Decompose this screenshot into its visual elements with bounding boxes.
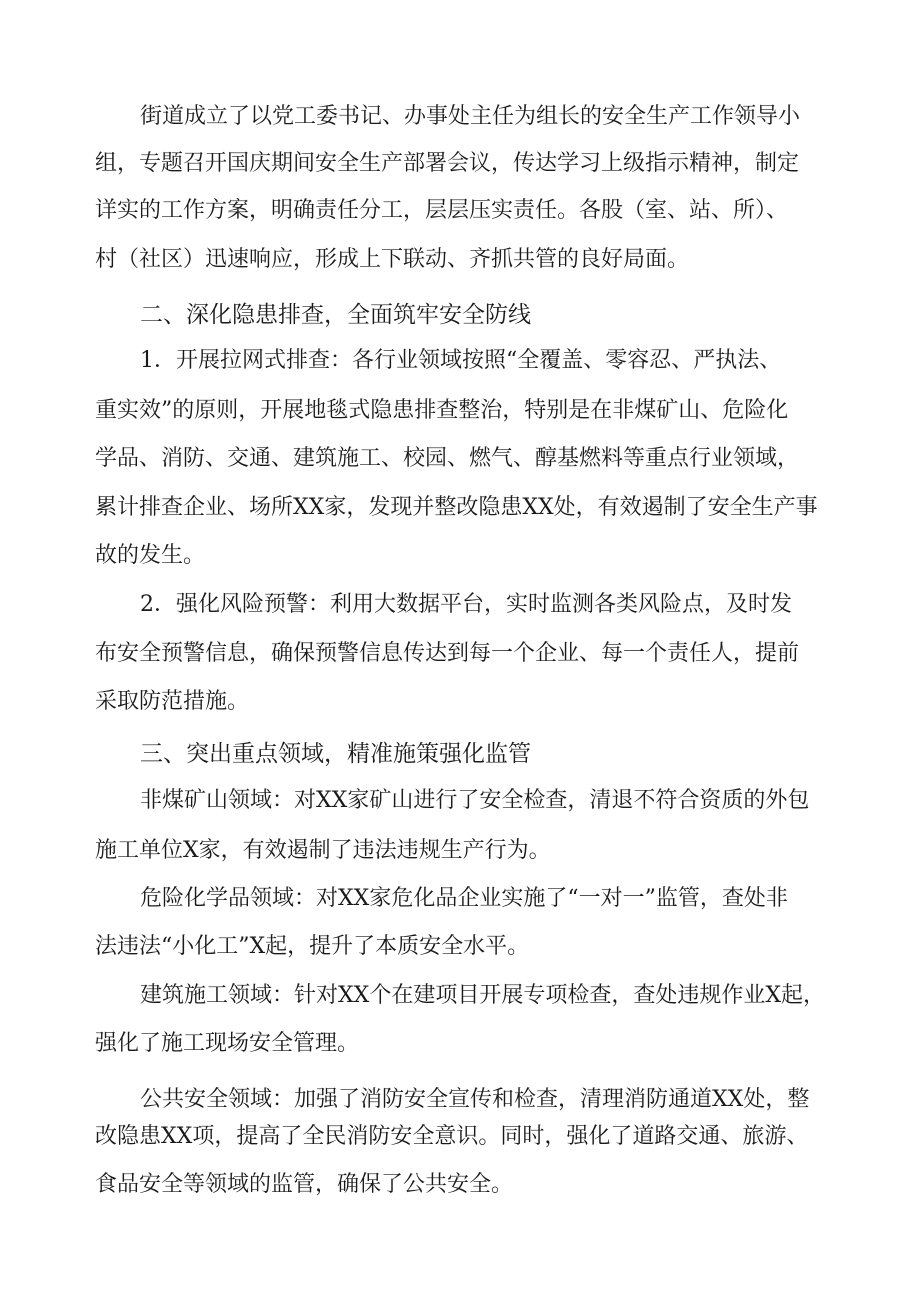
paragraph-line: 公共安全领域：加强了消防安全宣传和检查，清理消防通道XX处，整 xyxy=(140,1087,810,1112)
paragraph-line: 街道成立了以党工委书记、办事处主任为组长的安全生产工作领导小 xyxy=(140,104,801,129)
paragraph-line: 施工单位X家，有效遏制了违法违规生产行为。 xyxy=(95,838,551,863)
paragraph-line: 学品、消防、交通、建筑施工、校园、燃气、醇基燃料等重点行业领域， xyxy=(95,446,800,471)
paragraph-line: 食品安全等领域的监管，确保了公共安全。 xyxy=(95,1172,514,1197)
section-heading: 三、突出重点领域，精准施策强化监管 xyxy=(140,741,531,767)
paragraph-line: 详实的工作方案，明确责任分工，层层压实责任。各股（室、站、所）、 xyxy=(95,198,789,223)
paragraph-line: 故的发生。 xyxy=(95,543,206,568)
paragraph-line: 危险化学品领域：对XX家危化品企业实施了“一对一”监管，查处非 xyxy=(140,886,788,911)
paragraph-line: 累计排查企业、场所XX家，发现并整改隐患XX处，有效遏制了安全生产事 xyxy=(95,495,818,520)
paragraph-line: 非煤矿山领域：对XX家矿山进行了安全检查，清退不符合资质的外包 xyxy=(140,788,810,813)
paragraph-line: 建筑施工领域：针对XX个在建项目开展专项检查，查处违规作业X起， xyxy=(140,983,825,1008)
section-heading: 二、深化隐患排查，全面筑牢安全防线 xyxy=(140,302,531,328)
paragraph-line: 村（社区）迅速响应，形成上下联动、齐抓共管的良好局面。 xyxy=(95,247,690,272)
paragraph-line: 布安全预警信息，确保预警信息传达到每一个企业、每一个责任人，提前 xyxy=(95,641,800,666)
paragraph-line: 强化了施工现场安全管理。 xyxy=(95,1031,360,1056)
paragraph-line: 法违法“小化工”X起，提升了本质安全水平。 xyxy=(95,934,530,959)
paragraph-line: 改隐患XX项，提高了全民消防安全意识。同时，强化了道路交通、旅游、 xyxy=(95,1124,809,1149)
paragraph-line: 组，专题召开国庆期间安全生产部署会议，传达学习上级指示精神，制定 xyxy=(95,151,800,176)
paragraph-line: 采取防范措施。 xyxy=(95,689,250,714)
paragraph-line: 1．开展拉网式排查：各行业领域按照“全覆盖、零容忍、严执法、 xyxy=(140,348,782,373)
paragraph-line: 2．强化风险预警：利用大数据平台，实时监测各类风险点，及时发 xyxy=(140,592,792,617)
paragraph-line: 重实效”的原则，开展地毯式隐患排查整治，特别是在非煤矿山、危险化 xyxy=(95,398,789,423)
